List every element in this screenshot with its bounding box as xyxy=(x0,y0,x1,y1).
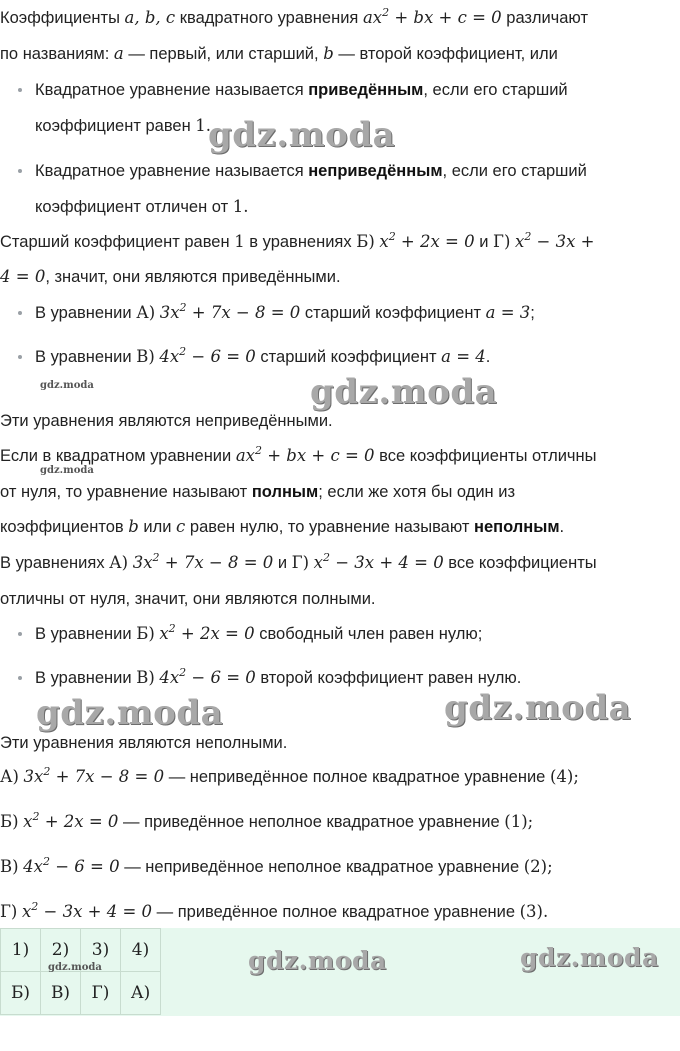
text: Старший коэффициент равен xyxy=(0,233,230,251)
label: А) xyxy=(109,553,129,572)
math: b xyxy=(323,44,334,63)
bullet-nonreduced xyxy=(18,160,587,182)
math-eq: $x^2 - 3x + 4 = 0$ xyxy=(313,551,444,572)
bullet-reduced xyxy=(18,79,568,101)
text: старший коэффициент xyxy=(260,348,437,366)
math-eq: $ax^2$ + bx + c = 0 xyxy=(362,6,502,27)
watermark: gdz.moda xyxy=(40,380,94,391)
text: ; если же хотя бы один из xyxy=(318,483,516,501)
text: , значит, они являются приведёнными. xyxy=(45,268,341,286)
answer-header-cell: 4) xyxy=(121,929,161,972)
text: . xyxy=(559,518,565,536)
intro-line-1 xyxy=(0,7,588,29)
answer-header-cell: 2) xyxy=(41,929,81,972)
text: старший коэффициент xyxy=(304,304,482,322)
math-eq: $x^2 - 3x + 4 = 0$ xyxy=(21,900,153,921)
label: Б) xyxy=(136,624,155,643)
math: 1. xyxy=(232,197,249,216)
math: (1); xyxy=(504,812,534,831)
bold-term: неприведённым xyxy=(308,162,443,180)
text: ; xyxy=(530,304,535,322)
bullet-eq-v xyxy=(18,346,490,368)
text: — неприведённое полное квадратное уравнение xyxy=(168,768,546,786)
text: квадратного уравнения xyxy=(179,9,359,27)
math: a, b, c xyxy=(124,8,176,27)
label: В) xyxy=(0,857,19,876)
summary-item-v xyxy=(0,856,553,878)
label: Б) xyxy=(356,232,375,251)
math-eq: $x^2 + 2x = 0$ xyxy=(159,622,255,643)
math: a = 3 xyxy=(485,303,531,322)
leading-coef-line-1 xyxy=(0,231,595,253)
text: — первый, или старший, xyxy=(128,45,319,63)
text: — приведённое неполное квадратное уравнение xyxy=(123,813,500,831)
text: коэффициент равен xyxy=(35,117,191,135)
label: А) xyxy=(136,303,156,322)
watermark: gdz.moda xyxy=(48,962,102,973)
text: второй коэффициент равен нулю. xyxy=(260,669,522,687)
math-eq: $x^2 + 2x = 0$ xyxy=(23,810,119,831)
bullet-reduced-cont xyxy=(35,115,211,137)
watermark: gdz.moda xyxy=(36,693,224,733)
text: коэффициентов xyxy=(0,518,124,536)
answer-header-cell: 3) xyxy=(81,929,121,972)
complete-def-line-3 xyxy=(0,516,564,538)
label: Г) xyxy=(0,902,18,921)
label: Г) xyxy=(493,232,511,251)
math-eq: $4x^2 - 6 = 0$ xyxy=(159,666,256,687)
label: А) xyxy=(0,767,19,786)
text: — второй коэффициент, или xyxy=(338,45,558,63)
label: В) xyxy=(136,347,155,366)
math: 1. xyxy=(195,116,212,135)
math-eq: $3x^2 + 7x - 8 = 0$ xyxy=(132,551,274,572)
bullet-nonreduced-cont xyxy=(35,196,249,218)
text: различают xyxy=(506,9,589,27)
text: , если его старший xyxy=(442,162,587,180)
math: b xyxy=(128,517,139,536)
text: Квадратное уравнение называется xyxy=(35,81,304,99)
summary-item-b xyxy=(0,811,533,833)
text: Коэффициенты xyxy=(0,9,120,27)
text: все коэффициенты xyxy=(448,554,597,572)
math: (2); xyxy=(523,857,553,876)
text: , если его старший xyxy=(423,81,568,99)
math-eq: $ax^2$ + bx + c = 0 xyxy=(235,444,375,465)
table-row xyxy=(1,972,161,1015)
text: Квадратное уравнение называется xyxy=(35,162,304,180)
text: коэффициент отличен от xyxy=(35,198,229,216)
bullet-eq-a xyxy=(18,302,535,324)
math-eq: $x^2 + 2x = 0$ xyxy=(379,230,475,251)
watermark: gdz.moda xyxy=(248,946,387,975)
complete-def-line-1 xyxy=(0,445,596,467)
bullet-eq-b xyxy=(18,623,482,645)
text: все коэффициенты отличны xyxy=(379,447,597,465)
answer-value-cell: В) xyxy=(41,972,81,1015)
label: Г) xyxy=(291,553,310,572)
math: 4 = 0 xyxy=(0,267,46,286)
watermark: gdz.moda xyxy=(208,115,396,155)
label: Б) xyxy=(0,812,19,831)
nonreduced-conclusion: Эти уравнения являются неприведёнными. xyxy=(0,412,333,430)
text: равен нулю, то уравнение называют xyxy=(189,518,470,536)
bold-term: приведённым xyxy=(308,81,424,99)
math: (4); xyxy=(549,767,579,786)
summary-item-a xyxy=(0,766,579,788)
text: свободный член равен нулю; xyxy=(259,625,483,643)
math-eq: $4x^2 - 6 = 0$ xyxy=(159,345,256,366)
math-eq: $3x^2 + 7x - 8 = 0$ xyxy=(23,765,165,786)
watermark: gdz.moda xyxy=(444,688,632,728)
text: и xyxy=(479,233,489,251)
text: В уравнениях xyxy=(0,554,105,572)
text: В уравнении xyxy=(35,669,132,687)
text: — неприведённое неполное квадратное уравнение xyxy=(124,858,520,876)
math-eq: $4x^2 - 6 = 0$ xyxy=(23,855,120,876)
math: a xyxy=(113,44,124,63)
math: a = 4 xyxy=(441,347,486,366)
text: В уравнении xyxy=(35,348,132,366)
complete-def-line-2 xyxy=(0,481,515,503)
math-eq: $3x^2 + 7x - 8 = 0$ xyxy=(159,301,301,322)
answer-value-cell: Г) xyxy=(81,972,121,1015)
complete-line-2: отличны от нуля, значит, они являются полными. xyxy=(0,590,376,608)
incomplete-conclusion: Эти уравнения являются неполными. xyxy=(0,734,288,752)
intro-line-2 xyxy=(0,43,558,65)
watermark: gdz.moda xyxy=(40,465,94,476)
watermark: gdz.moda xyxy=(520,943,659,972)
math: c xyxy=(176,517,186,536)
text: В уравнении xyxy=(35,304,132,322)
math-eq: $x^2 - 3x$ + xyxy=(515,230,595,251)
answer-value-cell: А) xyxy=(121,972,161,1015)
bold-term: неполным xyxy=(474,518,560,536)
complete-line-1 xyxy=(0,552,597,574)
summary-item-g xyxy=(0,901,548,923)
answer-value-cell: Б) xyxy=(1,972,41,1015)
text: . xyxy=(485,348,491,366)
text: Если в квадратном уравнении xyxy=(0,447,232,465)
text: В уравнении xyxy=(35,625,132,643)
leading-coef-line-2 xyxy=(0,266,341,288)
text: или xyxy=(143,518,172,536)
bullet-eq-v2 xyxy=(18,667,521,689)
math: 1 xyxy=(234,232,245,251)
bold-term: полным xyxy=(251,483,319,501)
label: В) xyxy=(136,668,155,687)
text: — приведённое полное квадратное уравнение xyxy=(156,903,516,921)
math: (3). xyxy=(519,902,549,921)
text: от нуля, то уравнение называют xyxy=(0,483,248,501)
text: в уравнениях xyxy=(249,233,352,251)
text: по названиям: xyxy=(0,45,110,63)
text: и xyxy=(277,554,288,572)
watermark: gdz.moda xyxy=(310,372,498,412)
answer-header-cell: 1) xyxy=(1,929,41,972)
